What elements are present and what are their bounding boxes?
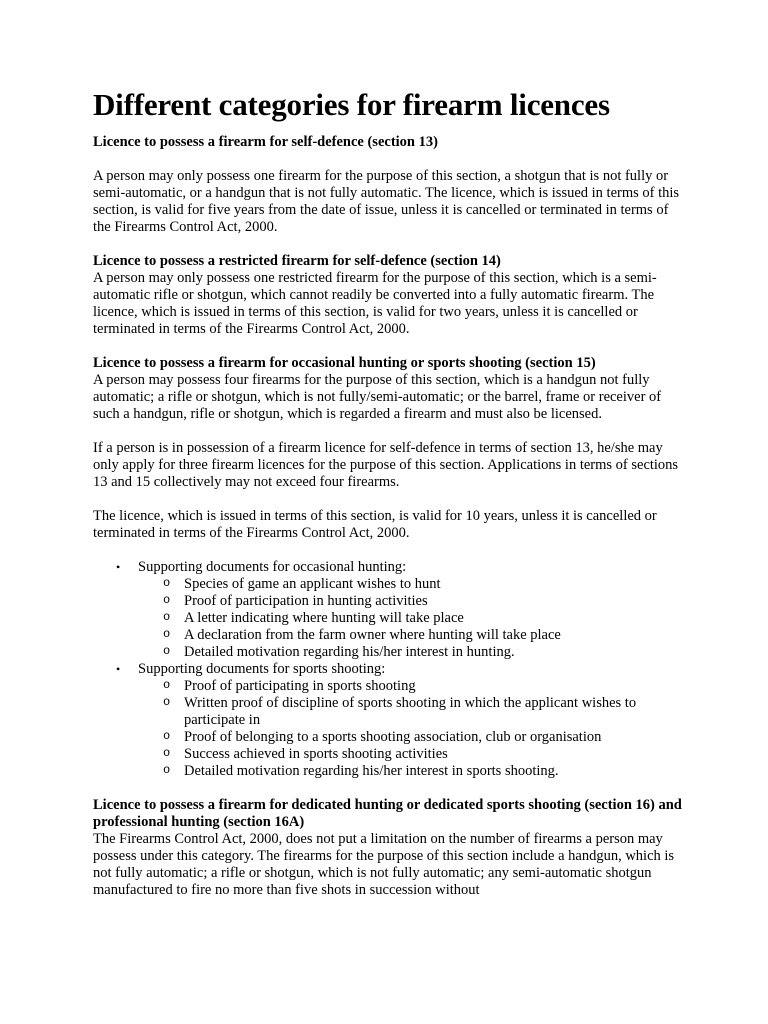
list-item: o Detailed motivation regarding his/her interest in hunting.: [165, 644, 682, 661]
page-title: Different categories for firearm licences: [93, 87, 610, 122]
section-14-heading: Licence to possess a restricted firearm for self-defence (section 14): [93, 253, 501, 269]
list-item: o A letter indicating where hunting will take place: [165, 610, 682, 627]
supporting-documents-list: [93, 559, 682, 780]
list-item: o Proof of belonging to a sports shooting association, club or organisation: [165, 729, 682, 746]
list-item: o Written proof of discipline of sports shooting in which the applicant wishes to participate in: [165, 695, 682, 729]
section-15-body: A person may possess four firearms for the purpose of this section, which is a handgun not fully automatic; a rifle or shotgun, which is not fully/semi-automatic; or the barrel, frame or receiver of such a handgun, rifle or shotgun, which is regarded a firearm and must also be licensed.: [93, 372, 662, 422]
list-item: o Species of game an applicant wishes to hunt: [165, 576, 682, 593]
section-13-heading: Licence to possess a firearm for self-defence (section 13): [93, 134, 438, 150]
section-13-body: A person may only possess one firearm for the purpose of this section, a shotgun that is not fully or semi-automatic, or a handgun that is not fully automatic. The licence, which is issued in terms of this section, is valid for five years from the date of issue, unless it is cancelled or terminated in terms of the Firearms Control Act, 2000.: [93, 168, 680, 235]
spacer: [93, 151, 682, 168]
list-item: o Proof of participating in sports shooting: [165, 678, 682, 695]
list-item: o Detailed motivation regarding his/her interest in sports shooting.: [165, 763, 682, 780]
hunting-sublist: [138, 576, 682, 661]
section-15-paragraph-3: The licence, which is issued in terms of this section, is valid for 10 years, unless it is cancelled or terminated in terms of the Firearms Control Act, 2000.: [93, 508, 657, 541]
list-item: o A declaration from the farm owner where hunting will take place: [165, 627, 682, 644]
section-16-heading: Licence to possess a firearm for dedicated hunting or dedicated sports shooting (section 16) and professional hunting (section 16A): [93, 797, 682, 830]
list-item: o Success achieved in sports shooting activities: [165, 746, 682, 763]
section-16-body: The Firearms Control Act, 2000, does not put a limitation on the number of firearms a person may possess under this category. The firearms for the purpose of this section include a handgun, which is not fully automatic; a rifle or shotgun, which is not fully automatic; any semi-automatic shotgun manufactured to fire no more than five shots in succession without: [93, 831, 675, 898]
section-15-paragraph-2: If a person is in possession of a firearm licence for self-defence in terms of section 13, he/she may only apply for three firearm licences for the purpose of this section. Applications in terms of sections 13 and 15 collectively may not exceed four firearms.: [93, 440, 679, 490]
section-15-heading: Licence to possess a firearm for occasional hunting or sports shooting (section 15): [93, 355, 596, 371]
list-item-hunting: [119, 559, 682, 661]
sports-sublist: [138, 678, 682, 780]
list-item: o Proof of participation in hunting activities: [165, 593, 682, 610]
sports-label: Supporting documents for sports shooting:: [138, 661, 386, 677]
list-item-sports: [119, 661, 682, 780]
hunting-label: Supporting documents for occasional hunting:: [138, 559, 407, 575]
section-14-body: A person may only possess one restricted firearm for the purpose of this section, which is a semi-automatic rifle or shotgun, which cannot readily be converted into a fully automatic firearm. The licence, which is issued in terms of this section, is valid for two years, unless it is cancelled or terminated in terms of the Firearms Control Act, 2000.: [93, 270, 657, 337]
